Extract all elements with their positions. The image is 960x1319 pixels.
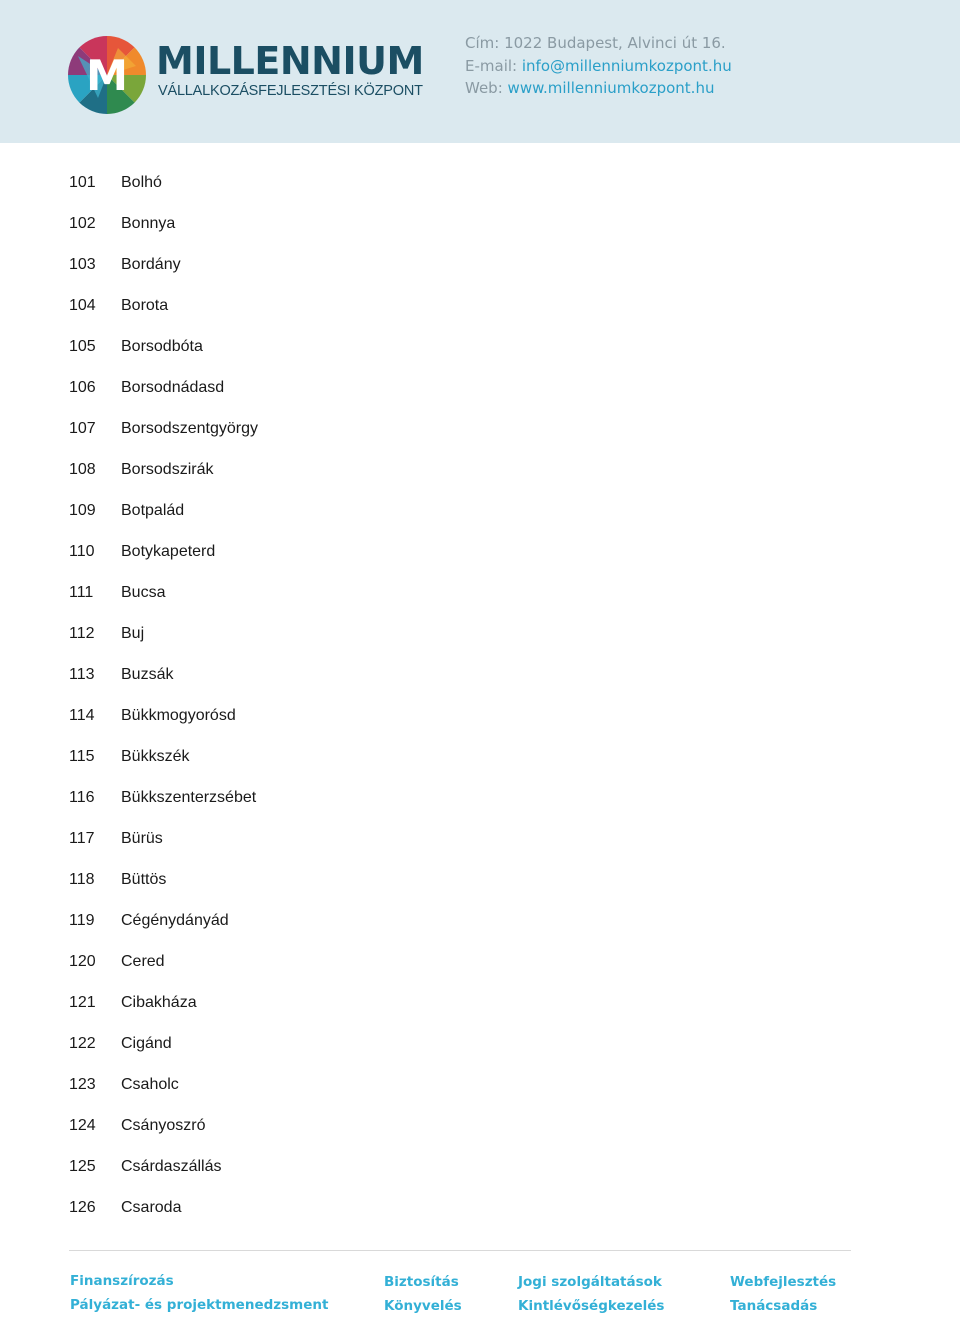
list-item [69,982,258,1023]
page-header [0,0,960,143]
item-name: Bucsa [121,583,166,601]
web-line [465,77,732,100]
footer-link-tender[interactable]: Pályázat- és projektmenedzsment [70,1297,329,1313]
list-item [69,408,258,449]
list-item [69,777,258,818]
item-name: Borsodnádasd [121,378,225,396]
item-number: 116 [69,788,95,806]
item-name: Bükkmogyorósd [121,706,236,724]
item-number: 111 [69,583,94,601]
list-item [69,449,258,490]
item-number: 126 [69,1198,96,1216]
item-number: 125 [69,1157,96,1175]
item-name: Büttös [121,870,167,888]
item-number: 121 [69,993,96,1011]
item-name: Csányoszró [121,1116,206,1134]
item-name: Bükkszék [121,747,190,765]
email-line [465,55,732,78]
footer-link-consulting[interactable]: Tanácsadás [730,1298,818,1314]
address-value: 1022 Budapest, Alvinci út 16. [504,34,726,52]
footer-link-accounting[interactable]: Könyvelés [384,1298,462,1314]
item-name: Borota [121,296,169,314]
contact-block [465,32,732,100]
list-item [69,1064,258,1105]
item-name: Csaroda [121,1198,182,1216]
list-item [69,695,258,736]
item-name: Borsodszirák [121,460,214,478]
item-number: 106 [69,378,96,396]
address-label: Cím: [465,34,500,52]
item-name: Borsodszentgyörgy [121,419,258,437]
item-number: 112 [69,624,95,642]
footer-link-legal[interactable]: Jogi szolgáltatások [518,1274,662,1290]
item-number: 105 [69,337,96,355]
list-item [69,490,258,531]
item-number: 117 [69,829,95,847]
item-number: 122 [69,1034,96,1052]
list-item [69,326,258,367]
item-name: Bordány [121,255,181,273]
list-item [69,654,258,695]
item-name: Cégénydányád [121,911,229,929]
item-name: Buj [121,624,145,642]
list-item [69,285,258,326]
item-number: 123 [69,1075,96,1093]
item-number: 115 [69,747,95,765]
item-name: Buzsák [121,665,174,683]
list-item [69,941,258,982]
item-name: Bonnya [121,214,176,232]
list-item [69,613,258,654]
list-item [69,572,258,613]
item-name: Bükkszenterzsébet [121,788,257,806]
address-line [465,32,732,55]
item-name: Csaholc [121,1075,179,1093]
item-name: Cered [121,952,165,970]
item-name: Cibakháza [121,993,197,1011]
list-item [69,1105,258,1146]
list-item [69,244,258,285]
item-name: Csárdaszállás [121,1157,222,1175]
footer-link-insurance[interactable]: Biztosítás [384,1274,459,1290]
item-name: Botpalád [121,501,185,519]
svg-text:M: M [86,51,128,100]
settlement-list [69,162,258,1228]
item-number: 114 [69,706,95,724]
item-number: 124 [69,1116,96,1134]
footer-divider [69,1250,851,1251]
email-label: E-mail: [465,56,518,75]
list-item [69,736,258,777]
web-label: Web: [465,79,503,97]
item-number: 113 [69,665,95,683]
list-item [69,531,258,572]
list-item [69,203,258,244]
item-name: Bolhó [121,173,162,191]
millennium-logo-icon [68,36,146,114]
footer-link-debt[interactable]: Kintlévőségkezelés [518,1298,665,1314]
item-number: 108 [69,460,96,478]
list-item [69,1146,258,1187]
item-name: Botykapeterd [121,542,216,560]
list-item [69,1187,258,1228]
item-name: Cigánd [121,1034,172,1052]
email-link[interactable]: info@millenniumkozpont.hu [521,56,732,75]
list-item [69,900,258,941]
item-number: 101 [69,173,96,191]
item-name: Borsodbóta [121,337,203,355]
logo-name: MILLENNIUM [156,39,424,83]
item-number: 109 [69,501,96,519]
list-item [69,818,258,859]
list-item [69,367,258,408]
item-number: 104 [69,296,96,314]
list-item [69,1023,258,1064]
item-name: Bürüs [121,829,163,847]
web-link[interactable]: www.millenniumkozpont.hu [507,79,715,97]
item-number: 119 [69,911,95,929]
item-number: 120 [69,952,96,970]
footer-link-webdev[interactable]: Webfejlesztés [730,1274,837,1290]
footer-link-financing[interactable]: Finanszírozás [70,1273,174,1289]
list-item [69,162,258,203]
list-item [69,859,258,900]
item-number: 118 [69,870,95,888]
logo-subtitle: VÁLLALKOZÁSFEJLESZTÉSI KÖZPONT [158,83,423,99]
item-number: 110 [69,542,95,560]
item-number: 107 [69,419,96,437]
item-number: 102 [69,214,96,232]
item-number: 103 [69,255,96,273]
